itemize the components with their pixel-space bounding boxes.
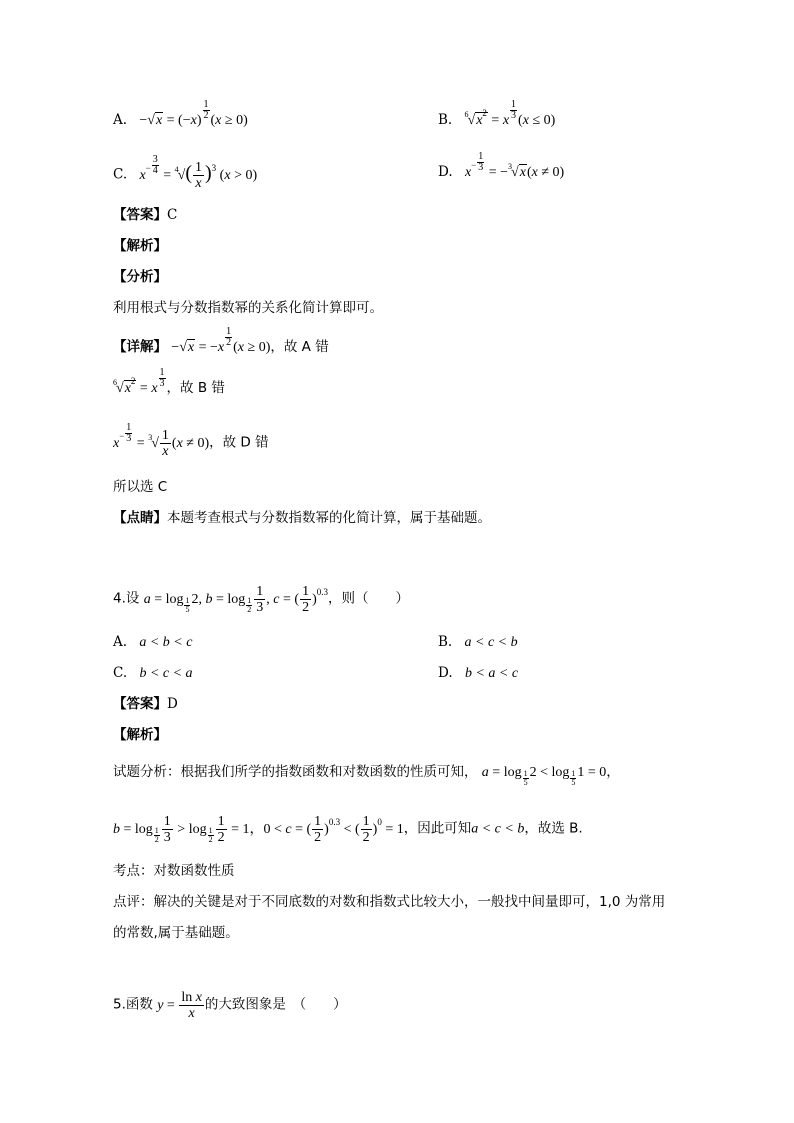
formula-detail-2: $^6√x^2 = x$ $\frac{1}{3}$ bbox=[113, 367, 165, 396]
formula-c: x− $\frac{3}{4}$ = $^4$√( $\frac{1}{x}$ )$^3$ (x > 0) bbox=[139, 154, 258, 191]
q4-analysis-1: 试题分析：根据我们所学的指数函数和对数函数的性质可知， a = log $\frac{1}{5}$ 2 < log $\frac{1}{5}$ 1 = 0， bbox=[113, 764, 620, 788]
q4-analysis-label: 【解析】 bbox=[113, 727, 167, 743]
formula-q4-analysis-2: b = log $\frac{1}{2}$ $\frac{1}{3}$ > log $\frac{1}{2}$ $\frac{1}{2}$ = 1，0 < c = ( $\frac{1}{2}$ )$^{0.3}$ < ( $\frac{1}{2}$ )$^0$ = 1 bbox=[113, 814, 404, 845]
q4-analysis-2: b = log $\frac{1}{2}$ $\frac{1}{3}$ > log $\frac{1}{2}$ $\frac{1}{2}$ = 1，0 < c = ( $\frac{1}{2}$ )$^{0.3}$ < ( $\frac{1}{2}$ )$^0$ = 1，因此可知a < c < b，故选 B. bbox=[113, 814, 583, 845]
formula-d: x− $\frac{1}{3}$ = −$^3$√x(x ≠ 0) bbox=[464, 151, 565, 180]
q3-option-c bbox=[113, 154, 258, 191]
q4-answer: 【答案】D bbox=[113, 696, 178, 712]
formula-detail-1: −√x = −x $\frac{1}{2}$ (x ≥ 0) bbox=[171, 326, 271, 355]
q3-detail-3: x− $\frac{1}{3}$ = $^3$√ $\frac{1}{x}$ (x ≠ 0)，故 D 错 bbox=[113, 422, 269, 459]
q3-option-d bbox=[438, 151, 565, 184]
q5-stem: 5.函数 y = $\frac{\text{ln x}}{x}$ 的大致图象是 （ ） bbox=[113, 990, 347, 1021]
formula-q4-analysis-1: a = log $\frac{1}{5}$ 2 < log $\frac{1}{5}$ 1 = 0 bbox=[481, 765, 607, 788]
q3-fenxi-label: 【分析】 bbox=[113, 269, 167, 285]
formula-b: $^6√x^2 = x$ $\frac{1}{3}$ (x ≤ 0) bbox=[464, 99, 556, 128]
q3-conclusion: 所以选 C bbox=[113, 479, 168, 495]
q4-option-d: D. b < a < c bbox=[438, 665, 519, 681]
q3-answer: 【答案】C bbox=[113, 207, 178, 223]
formula-q4-stem: a = log $\frac{1}{5}$ 2, b = log $\frac{1}{2}$ $\frac{1}{3}$ , c = ( $\frac{1}{2}$ )$^{0.3}$ bbox=[143, 584, 328, 615]
q3-option-b bbox=[438, 99, 556, 132]
q3-detail-2: $^6√x^2 = x$ $\frac{1}{3}$ ，故 B 错 bbox=[113, 367, 225, 396]
q4-kaodian: 考点：对数函数性质 bbox=[113, 863, 235, 879]
option-label: D. bbox=[438, 164, 453, 180]
formula-a: −√x = (−x) $\frac{1}{2}$ (x ≥ 0) bbox=[139, 99, 248, 128]
q4-option-c: C. b < c < a bbox=[113, 665, 193, 681]
q3-option-a bbox=[113, 99, 248, 131]
q4-dianping-1: 点评：解决的关键是对于不同底数的对数和指数式比较大小，一般找中间量即可，1,0 为常用 bbox=[113, 894, 666, 910]
q3-analysis-label: 【解析】 bbox=[113, 238, 167, 254]
formula-q5-stem: y = $\frac{\text{ln x}}{x}$ bbox=[157, 990, 202, 1021]
formula-detail-3: x− $\frac{1}{3}$ = $^3$√ $\frac{1}{x}$ (x ≠ 0) bbox=[113, 422, 210, 459]
q4-option-a: A. a < b < c bbox=[113, 634, 193, 650]
q3-fenxi-text: 利用根式与分数指数幂的关系化简计算即可。 bbox=[113, 300, 383, 316]
q4-option-b: B. a < c < b bbox=[438, 634, 518, 650]
q4-dianping-2: 的常数,属于基础题。 bbox=[113, 925, 239, 941]
q3-comment: 【点睛】本题考查根式与分数指数幂的化简计算，属于基础题。 bbox=[113, 510, 491, 526]
q3-detail-1: 【详解】 −√x = −x $\frac{1}{2}$ (x ≥ 0)，故 A 错 bbox=[113, 326, 329, 355]
q4-stem: 4.设 a = log $\frac{1}{5}$ 2, b = log $\frac{1}{2}$ $\frac{1}{3}$ , c = ( $\frac{1}{2}$ )$^{0.3}$，则（ ） bbox=[113, 584, 409, 615]
option-label: B. bbox=[438, 112, 453, 128]
option-label: A. bbox=[113, 112, 128, 128]
option-label: C. bbox=[113, 166, 128, 183]
